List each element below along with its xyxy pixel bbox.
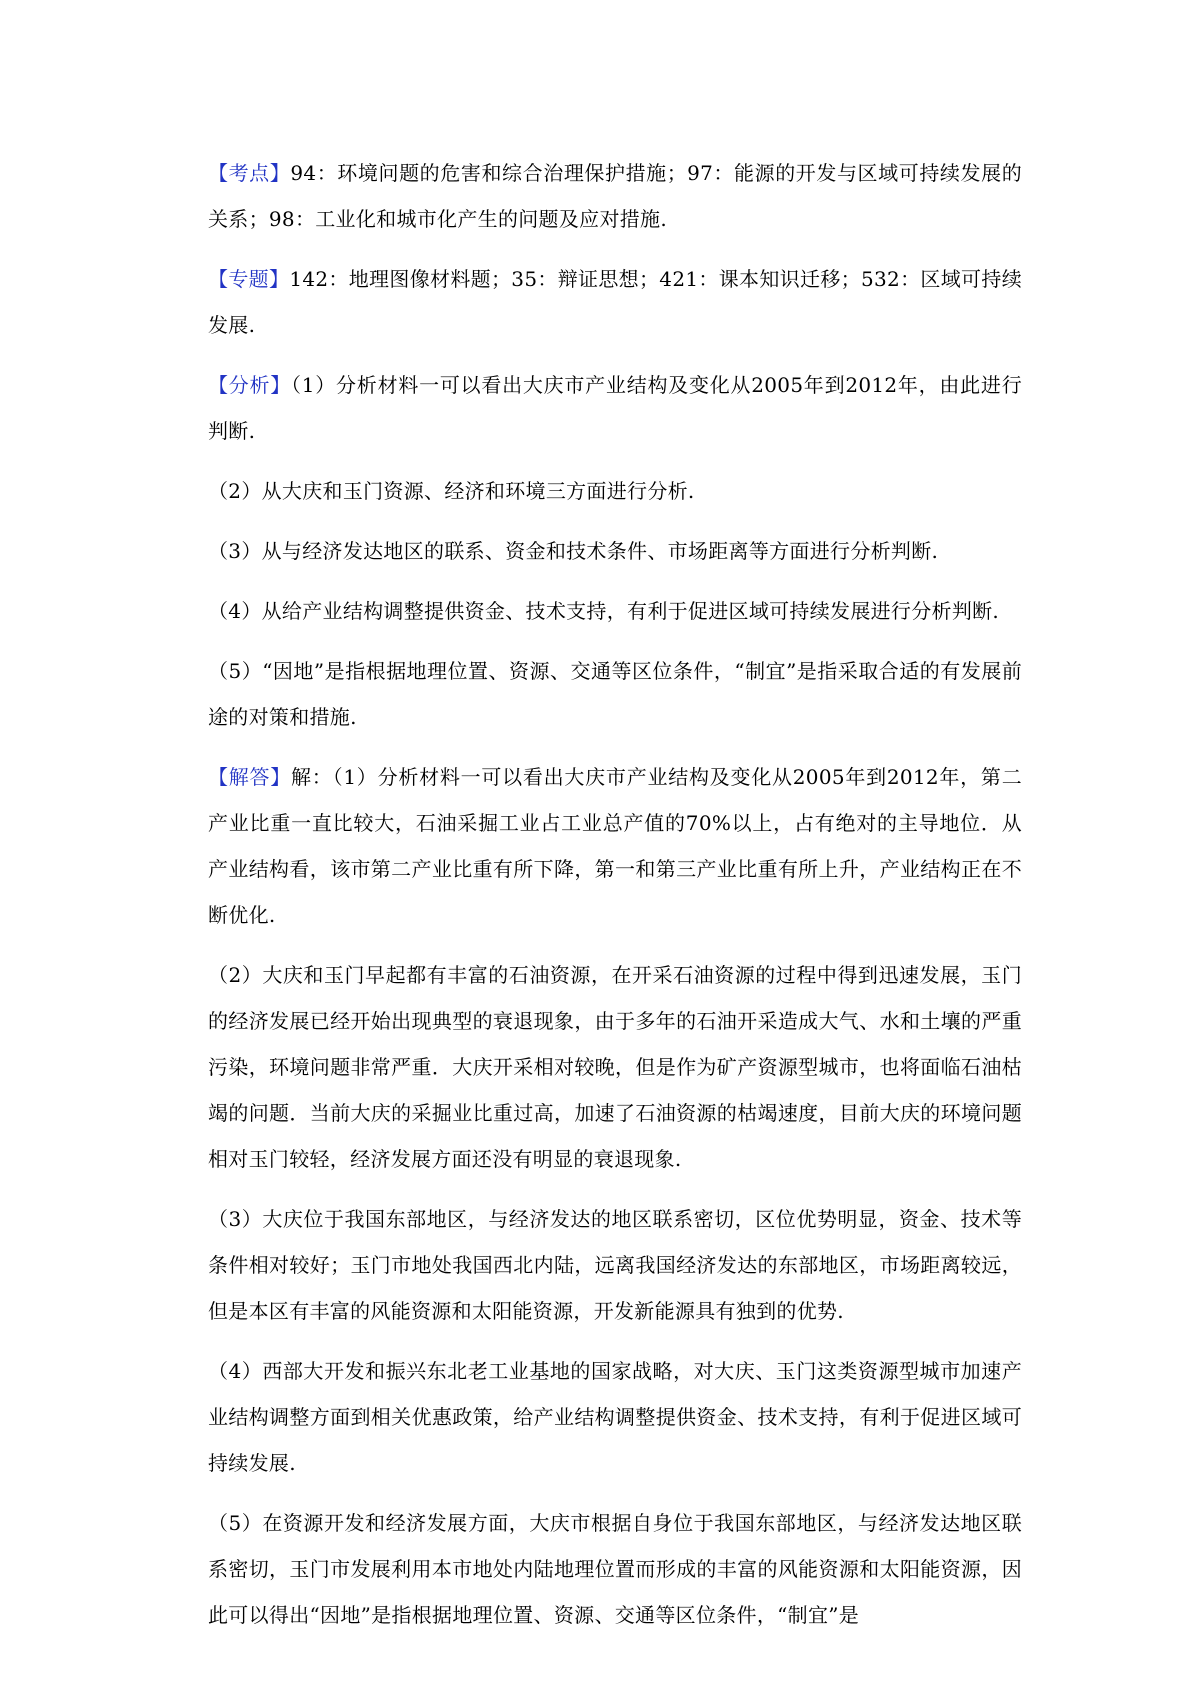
jieda-item-3: （3）大庆位于我国东部地区，与经济发达的地区联系密切，区位优势明显，资金、技术等条件相对较好；玉门市地处我国西北内陆，远离我国经济发达的东部地区，市场距离较远，但是本区有丰富的风能资源和太阳能资源，开发新能源具有独到的优势.: [208, 1207, 1022, 1323]
jieda-paragraph: [208, 754, 1022, 938]
jieda-item-4: （4）西部大开发和振兴东北老工业基地的国家战略，对大庆、玉门这类资源型城市加速产业结构调整方面到相关优惠政策，给产业结构调整提供资金、技术支持，有利于促进区域可持续发展.: [208, 1359, 1022, 1475]
fenxi-paragraph: [208, 362, 1022, 454]
fenxi-tag: 【分析】: [208, 373, 292, 397]
fenxi-item-3: （3）从与经济发达地区的联系、资金和技术条件、市场距离等方面进行分析判断.: [208, 539, 939, 563]
jieda-tag: 【解答】: [208, 765, 292, 789]
zhuanti-tag: 【专题】: [208, 267, 290, 291]
jieda-text: 解：（1）分析材料一可以看出大庆市产业结构及变化从2005年到2012年，第二产业比重一直比较大，石油采掘工业占工业总产值的70%以上，占有绝对的主导地位．从产业结构看，该市第二产业比重有所下降，第一和第三产业比重有所上升，产业结构正在不断优化.: [208, 765, 1022, 927]
jieda-item-2: （2）大庆和玉门早起都有丰富的石油资源，在开采石油资源的过程中得到迅速发展，玉门的经济发展已经开始出现典型的衰退现象，由于多年的石油开采造成大气、水和土壤的严重污染，环境问题非常严重．大庆开采相对较晚，但是作为矿产资源型城市，也将面临石油枯竭的问题．当前大庆的采掘业比重过高，加速了石油资源的枯竭速度，目前大庆的环境问题相对玉门较轻，经济发展方面还没有明显的衰退现象.: [208, 963, 1022, 1171]
fenxi-item-4: （4）从给产业结构调整提供资金、技术支持，有利于促进区域可持续发展进行分析判断.: [208, 599, 1000, 623]
kaodian-tag: 【考点】: [208, 161, 291, 185]
fenxi-item-2: （2）从大庆和玉门资源、经济和环境三方面进行分析.: [208, 479, 695, 503]
jieda-item-5: （5）在资源开发和经济发展方面，大庆市根据自身位于我国东部地区，与经济发达地区联系密切，玉门市发展利用本市地处内陆地理位置而形成的丰富的风能资源和太阳能资源，因此可以得出“因地”是指根据地理位置、资源、交通等区位条件，“制宜”是: [208, 1511, 1022, 1627]
kaodian-paragraph: [208, 150, 1022, 242]
fenxi-text: （1）分析材料一可以看出大庆市产业结构及变化从2005年到2012年，由此进行判断.: [208, 373, 1022, 443]
kaodian-text: 94：环境问题的危害和综合治理保护措施；97：能源的开发与区域可持续发展的关系；98：工业化和城市化产生的问题及应对措施.: [208, 161, 1023, 231]
fenxi-item-5: （5）“因地”是指根据地理位置、资源、交通等区位条件，“制宜”是指采取合适的有发展前途的对策和措施.: [208, 659, 1022, 729]
zhuanti-text: 142：地理图像材料题；35：辩证思想；421：课本知识迁移；532：区域可持续发展.: [208, 267, 1022, 337]
zhuanti-paragraph: [208, 256, 1022, 348]
